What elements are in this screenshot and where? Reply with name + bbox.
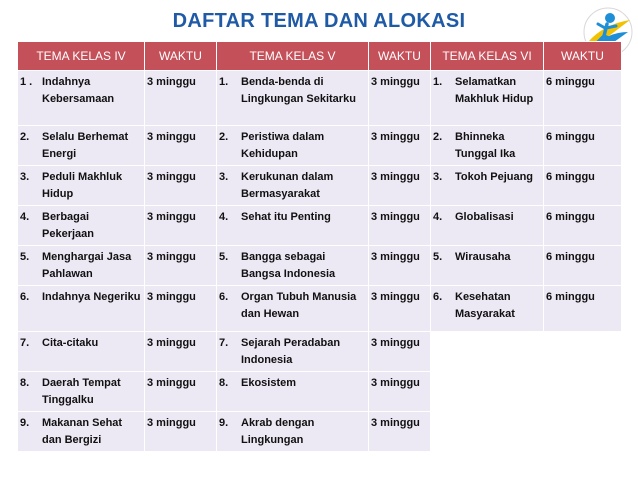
- tema-number: 6.: [433, 291, 443, 303]
- tema-number: 7.: [20, 337, 30, 349]
- table-row: [18, 246, 622, 286]
- waktu-cell-k4: 3 minggu: [145, 126, 217, 166]
- header-tema-kelas-iv: TEMA KELAS IV: [18, 42, 145, 71]
- tema-cell-k5: [217, 286, 369, 332]
- header-waktu-v: WAKTU: [369, 42, 431, 71]
- tema-number: 5.: [433, 251, 443, 263]
- tema-cell-k5: [217, 246, 369, 286]
- tema-cell-k5: [217, 126, 369, 166]
- waktu-cell-k4: 3 minggu: [145, 206, 217, 246]
- tema-number: 3.: [20, 171, 30, 183]
- tema-name: Globalisasi: [455, 211, 514, 223]
- header-tema-kelas-v: TEMA KELAS V: [217, 42, 369, 71]
- tema-number: 4.: [433, 211, 443, 223]
- tema-number: 9.: [20, 417, 30, 429]
- tema-number: 4.: [20, 211, 30, 223]
- tema-number: 7.: [219, 337, 229, 349]
- tema-cell-k6: [431, 126, 544, 166]
- tema-number: 5.: [20, 251, 30, 263]
- waktu-cell-k4: 3 minggu: [145, 332, 217, 372]
- tema-number: 1.: [433, 76, 443, 88]
- tema-name: Selamatkan Makhluk Hidup: [455, 76, 534, 105]
- waktu-cell-k6: 6 minggu: [544, 166, 622, 206]
- tema-name: Kerukunan dalam Bermasyarakat: [241, 171, 334, 200]
- waktu-cell-k6: 6 minggu: [544, 246, 622, 286]
- waktu-cell-k5: 3 minggu: [369, 372, 431, 412]
- tema-name: Sehat itu Penting: [241, 211, 331, 223]
- tema-cell-k4: [18, 372, 145, 412]
- tema-cell-k4: [18, 332, 145, 372]
- table-row: [18, 286, 622, 332]
- waktu-cell-k4: 3 minggu: [145, 71, 217, 126]
- tema-cell-k4: [18, 126, 145, 166]
- tema-name: Cita-citaku: [42, 337, 99, 349]
- tema-name: Makanan Sehat dan Bergizi: [42, 417, 123, 446]
- tema-number: 2.: [433, 131, 443, 143]
- tema-cell-k6: [431, 286, 544, 332]
- table-row: [18, 71, 622, 126]
- tema-cell-k5: [217, 412, 369, 452]
- tema-cell-k5: [217, 372, 369, 412]
- empty-cell: [544, 332, 622, 372]
- tema-cell-k4: [18, 412, 145, 452]
- empty-cell: [431, 332, 544, 372]
- waktu-cell-k6: 6 minggu: [544, 286, 622, 332]
- header-tema-kelas-vi: TEMA KELAS VI: [431, 42, 544, 71]
- tema-cell-k4: [18, 206, 145, 246]
- tema-number: 8.: [219, 377, 229, 389]
- waktu-cell-k5: 3 minggu: [369, 126, 431, 166]
- tema-number: 6.: [219, 291, 229, 303]
- table-row: [18, 332, 622, 372]
- tema-name: Peristiwa dalam Kehidupan: [241, 131, 325, 160]
- waktu-cell-k4: 3 minggu: [145, 166, 217, 206]
- waktu-cell-k5: 3 minggu: [369, 166, 431, 206]
- table-header-row: [18, 42, 622, 71]
- tema-cell-k5: [217, 206, 369, 246]
- tema-name: Organ Tubuh Manusia dan Hewan: [241, 291, 357, 320]
- empty-cell: [431, 412, 544, 452]
- tema-alokasi-table: [17, 41, 622, 452]
- tema-number: 3.: [219, 171, 229, 183]
- tema-cell-k6: [431, 71, 544, 126]
- tema-cell-k5: [217, 332, 369, 372]
- tema-name: Benda-benda di Lingkungan Sekitarku: [241, 76, 356, 105]
- waktu-cell-k5: 3 minggu: [369, 246, 431, 286]
- waktu-cell-k5: 3 minggu: [369, 332, 431, 372]
- table-row: [18, 206, 622, 246]
- tema-number: 1 .: [20, 76, 33, 88]
- tema-cell-k6: [431, 166, 544, 206]
- waktu-cell-k5: 3 minggu: [369, 286, 431, 332]
- page-title: DAFTAR TEMA DAN ALOKASI: [172, 10, 466, 32]
- waktu-cell-k4: 3 minggu: [145, 286, 217, 332]
- header-waktu-iv: WAKTU: [145, 42, 217, 71]
- table-row: [18, 412, 622, 452]
- tema-cell-k5: [217, 166, 369, 206]
- tema-name: Daerah Tempat Tinggalku: [42, 377, 121, 406]
- tema-cell-k6: [431, 246, 544, 286]
- table-row: [18, 166, 622, 206]
- tema-number: 6.: [20, 291, 30, 303]
- waktu-cell-k5: 3 minggu: [369, 71, 431, 126]
- tema-name: Peduli Makhluk Hidup: [42, 171, 123, 200]
- tema-number: 2.: [20, 131, 30, 143]
- tema-name: Wirausaha: [455, 251, 511, 263]
- header-waktu-vi: WAKTU: [544, 42, 622, 71]
- tema-name: Ekosistem: [241, 377, 297, 389]
- waktu-cell-k4: 3 minggu: [145, 412, 217, 452]
- tema-cell-k5: [217, 71, 369, 126]
- tema-number: 4.: [219, 211, 229, 223]
- tema-name: Bangga sebagai Bangsa Indonesia: [241, 251, 336, 280]
- tema-number: 3.: [433, 171, 443, 183]
- waktu-cell-k5: 3 minggu: [369, 206, 431, 246]
- tema-name: Berbagai Pekerjaan: [42, 211, 94, 240]
- tema-cell-k6: [431, 206, 544, 246]
- tema-name: Tokoh Pejuang: [455, 171, 534, 183]
- tema-number: 1.: [219, 76, 229, 88]
- tema-name: Menghargai Jasa Pahlawan: [42, 251, 132, 280]
- tema-cell-k4: [18, 71, 145, 126]
- tema-name: Selalu Berhemat Energi: [42, 131, 129, 160]
- empty-cell: [544, 372, 622, 412]
- empty-cell: [431, 372, 544, 412]
- waktu-cell-k6: 6 minggu: [544, 206, 622, 246]
- waktu-cell-k6: 6 minggu: [544, 126, 622, 166]
- tema-cell-k4: [18, 286, 145, 332]
- tema-number: 9.: [219, 417, 229, 429]
- tema-name: Indahnya Kebersamaan: [42, 76, 115, 105]
- table-row: [18, 372, 622, 412]
- empty-cell: [544, 412, 622, 452]
- tema-number: 8.: [20, 377, 30, 389]
- waktu-cell-k4: 3 minggu: [145, 246, 217, 286]
- tema-name: Bhinneka Tunggal Ika: [455, 131, 516, 160]
- table-row: [18, 126, 622, 166]
- tema-number: 5.: [219, 251, 229, 263]
- tema-number: 2.: [219, 131, 229, 143]
- waktu-cell-k5: 3 minggu: [369, 412, 431, 452]
- tema-cell-k4: [18, 166, 145, 206]
- tema-name: Kesehatan Masyarakat: [455, 291, 515, 320]
- waktu-cell-k6: 6 minggu: [544, 71, 622, 126]
- tema-name: Sejarah Peradaban Indonesia: [241, 337, 341, 366]
- tema-name: Indahnya Negeriku: [42, 291, 141, 303]
- waktu-cell-k4: 3 minggu: [145, 372, 217, 412]
- tema-name: Akrab dengan Lingkungan: [241, 417, 315, 446]
- tema-cell-k4: [18, 246, 145, 286]
